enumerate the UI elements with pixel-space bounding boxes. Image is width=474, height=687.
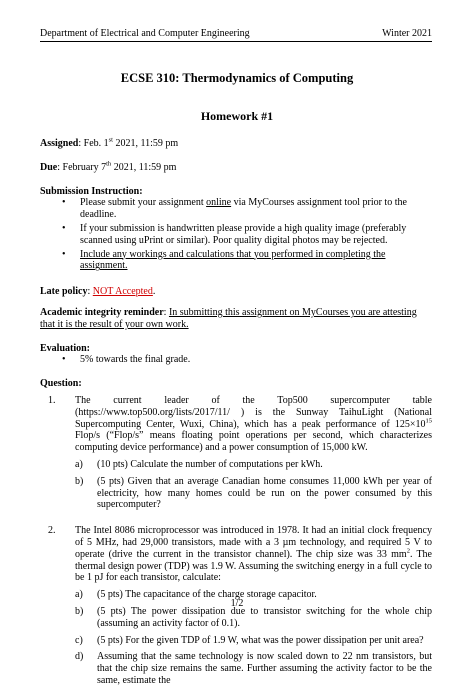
separator: . <box>152 286 156 298</box>
evaluation-list <box>40 354 432 366</box>
subpart-letter: c) <box>75 634 83 646</box>
due-line <box>40 162 432 174</box>
separator: : <box>87 286 93 298</box>
late-policy-value: NOT Accepted <box>92 286 153 298</box>
bullet-text: via MyCourses assignment tool prior to the deadline. <box>80 197 407 221</box>
submission-bullet-1 <box>40 197 432 221</box>
evaluation-heading: Evaluation: <box>40 342 91 354</box>
late-policy-line <box>40 286 432 298</box>
bullet-icon: • <box>62 248 66 260</box>
due-date-suffix: th <box>106 160 112 168</box>
submission-list <box>40 197 432 272</box>
question-text: . The thermal design power (TDP) was 1.9 W. Assuming the switching energy in a full cycle to be 1 pJ for each transistor, calculate: <box>75 548 432 584</box>
integrity-text: In submitting this assignment on MyCourses you are attesting that it is the result of your own work. <box>40 306 417 330</box>
submission-heading: Submission Instruction: <box>40 185 143 197</box>
subpart-text: (5 pts) For the given TDP of 1.9 W, what was the power dissipation per unit area? <box>97 634 424 646</box>
subpart-letter: d) <box>75 651 84 663</box>
evaluation-bullet <box>40 354 432 366</box>
bullet-icon: • <box>62 354 66 366</box>
subpart-text: (5 pts) The power dissipation due to transistor switching for the whole chip (assuming an activity factor of 0.1). <box>97 605 432 629</box>
page-number: 1/2 <box>230 598 244 609</box>
subpart-text: (5 pts) Given that an average Canadian home consumes 11,000 kWh per year of electricity, how many homes could be run on the power consumed by this supercomputer? <box>97 475 432 511</box>
submission-bullet-3 <box>40 249 432 273</box>
question-2c <box>40 635 432 647</box>
subpart-letter: b) <box>75 605 84 617</box>
assigned-date: : Feb. 1 <box>78 138 109 149</box>
header-department: Department of Electrical and Computer Engineering <box>40 28 250 39</box>
bullet-text: If your submission is handwritten please provide a high quality image (preferably scanned using uPrint or similar). Poor quality digital photos may be rejected. <box>80 222 407 246</box>
question-number: 2. <box>48 525 56 537</box>
question-text: The current leader of the Top500 supercomputer table (https://www.top500.org/lists/2017/11/ ) is the Sunway TaihuLight (National Supercomputing Center, Wuxi, China), which has a peak performance of 125×10 <box>75 394 432 430</box>
assigned-date-suffix: st <box>108 136 113 144</box>
subpart-text: Assuming that the same technology is now scaled down to 22 nm transistors, but that the chip size remains the same. Further assuming the activity factor to be the same, estimate the <box>97 651 432 686</box>
bullet-icon: • <box>62 222 66 234</box>
integrity-line <box>40 307 432 331</box>
subpart-letter: b) <box>75 475 84 487</box>
exponent: 2 <box>406 547 410 555</box>
question-text: Flop/s (“Flop/s” means floating point operations per second, which characterizes computing device performance) and a power consumption of 15,000 kW. <box>75 430 432 454</box>
question-1a <box>40 459 432 471</box>
question-number: 1. <box>48 394 56 406</box>
assigned-label: Assigned <box>40 138 79 149</box>
subpart-letter: a) <box>75 458 83 470</box>
bullet-text: Include any workings and calculations that you performed in completing the assignment. <box>80 248 386 272</box>
subpart-letter: a) <box>75 589 83 601</box>
subpart-text: (5 pts) The capacitance of the charge storage capacitor. <box>97 589 317 601</box>
question-text: The Intel 8086 microprocessor was introduced in 1978. It had an initial clock frequency of 5 MHz, had 29,000 transistors, made with a 3 µm technology, and required 5 V to operate (drive the current in the transistor channel). The chip size was 33 mm <box>75 525 432 560</box>
homework-number: Homework #1 <box>200 109 274 123</box>
header-term: Winter 2021 <box>382 28 432 39</box>
exponent: 15 <box>425 417 432 425</box>
question-heading: Question: <box>40 378 82 390</box>
question-2b <box>40 606 432 630</box>
question-2 <box>40 525 432 584</box>
assigned-line <box>40 138 432 150</box>
question-1b <box>40 476 432 511</box>
separator: : <box>163 306 169 318</box>
due-label: Due <box>40 161 58 173</box>
assigned-time: 2021, 11:59 pm <box>112 138 179 149</box>
online-link[interactable]: online <box>206 197 232 209</box>
document-title: ECSE 310: Thermodynamics of Computing <box>120 71 354 85</box>
question-1 <box>40 395 432 454</box>
page-header <box>40 28 432 42</box>
question-2d <box>40 651 432 686</box>
bullet-icon: • <box>62 197 66 209</box>
due-date: : February 7 <box>57 161 107 173</box>
bullet-text: 5% towards the final grade. <box>80 354 191 366</box>
subpart-text: (10 pts) Calculate the number of computations per kWh. <box>97 458 323 470</box>
submission-bullet-2 <box>40 223 432 247</box>
bullet-text: Please submit your assignment <box>80 197 207 209</box>
late-policy-label: Late policy <box>40 286 88 298</box>
integrity-label: Academic integrity reminder <box>40 306 164 318</box>
due-time: 2021, 11:59 pm <box>111 161 177 173</box>
